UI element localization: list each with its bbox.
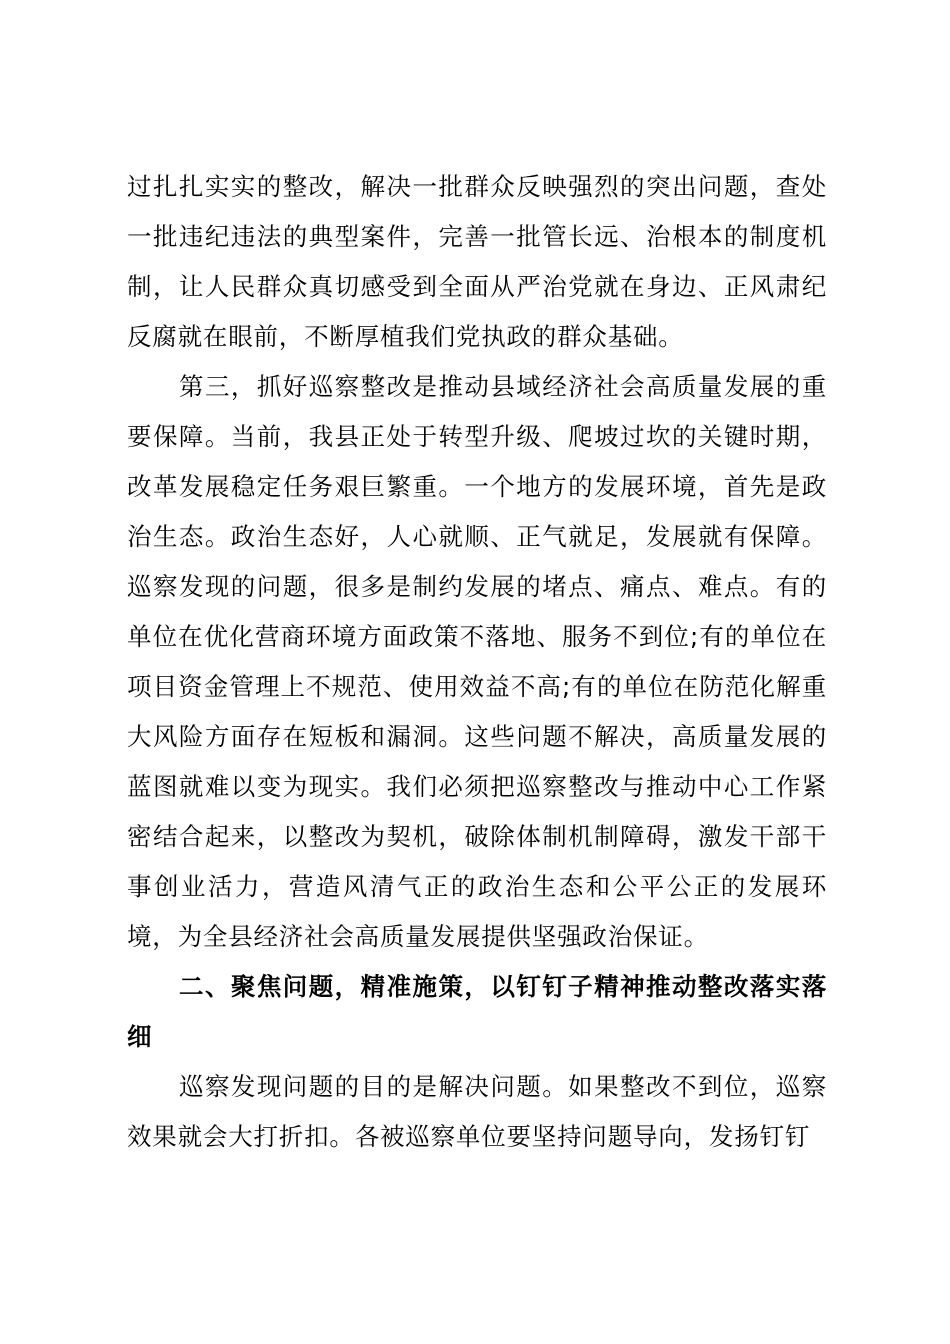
- paragraph-section-intro: 巡察发现问题的目的是解决问题。如果整改不到位，巡察效果就会大打折扣。各被巡察单位要坚持问题导向，发扬钉钉: [127, 1072, 827, 1151]
- paragraph-continuation: 过扎扎实实的整改，解决一批群众反映强烈的突出问题，查处一批违纪违法的典型案件，完善一批管长远、治根本的制度机制，让人民群众真切感受到全面从严治党就在身边、正风肃纪反腐就在眼前，不断厚植我们党执政的群众基础。: [127, 172, 827, 351]
- document-body: [127, 162, 827, 1162]
- paragraph-third-point: 第三，抓好巡察整改是推动县域经济社会高质量发展的重要保障。当前，我县正处于转型升级、爬坡过坎的关键时期，改革发展稳定任务艰巨繁重。一个地方的发展环境，首先是政治生态。政治生态好，人心就顺、正气就足，发展就有保障。巡察发现的问题，很多是制约发展的堵点、痛点、难点。有的单位在优化营商环境方面政策不落地、服务不到位;有的单位在项目资金管理上不规范、使用效益不高;有的单位在防范化解重大风险方面存在短板和漏洞。这些问题不解决，高质量发展的蓝图就难以变为现实。我们必须把巡察整改与推动中心工作紧密结合起来，以整改为契机，破除体制机制障碍，激发干部干事创业活力，营造风清气正的政治生态和公平公正的发展环境，为全县经济社会高质量发展提供坚强政治保证。: [127, 372, 827, 951]
- section-heading: 二、聚焦问题，精准施策，以钉钉子精神推动整改落实落细: [127, 972, 827, 1051]
